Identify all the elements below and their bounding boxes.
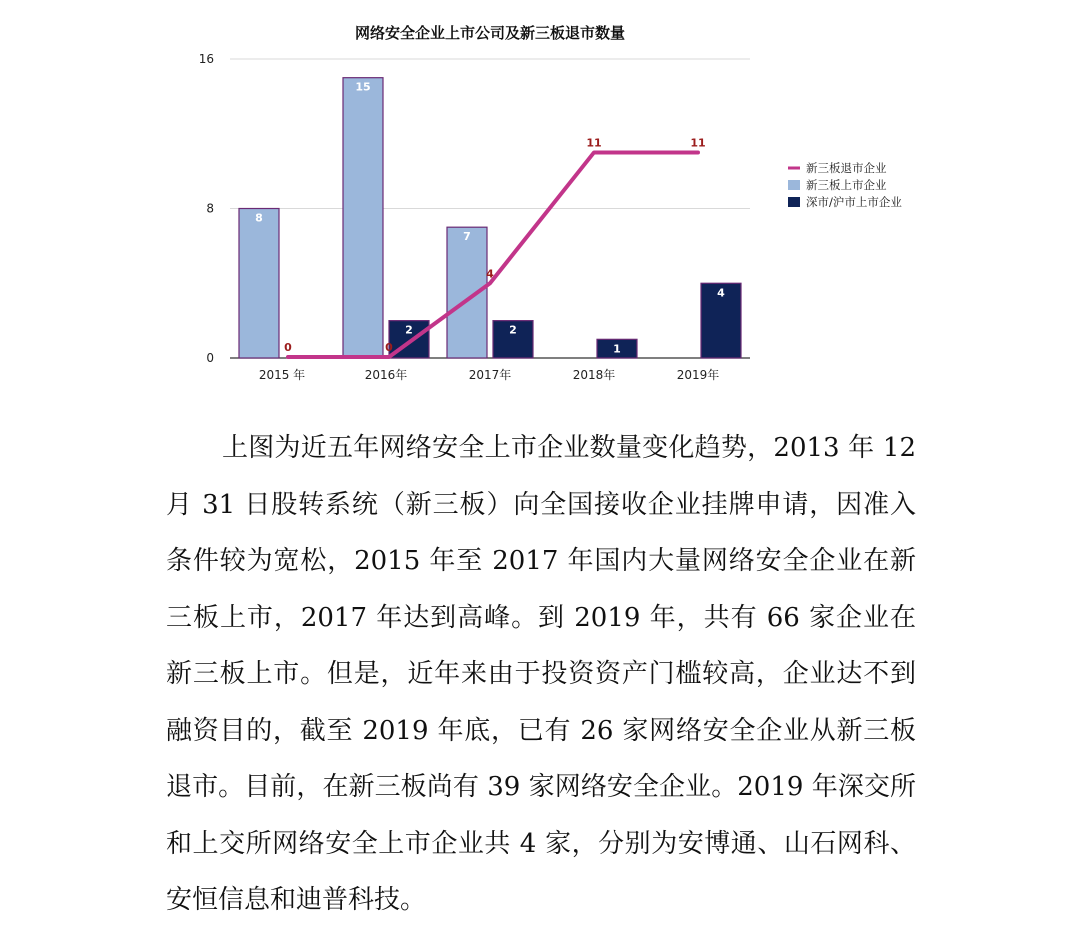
x-tick-label: 2017年 (468, 368, 512, 382)
bar-value-label: 8 (255, 211, 263, 225)
x-tick-label: 2016年 (364, 368, 408, 382)
bar-value-label: 1 (613, 342, 621, 356)
line-value-label: 11 (690, 136, 706, 150)
x-tick-label: 2018年 (572, 368, 616, 382)
legend-label: 新三板上市企业 (806, 178, 887, 192)
legend (788, 161, 902, 209)
line-value-label: 0 (284, 341, 292, 354)
y-axis-ticks (199, 52, 214, 365)
y-tick-label: 8 (206, 201, 214, 216)
line-value-label: 4 (486, 267, 494, 281)
bar (343, 78, 383, 358)
bar-value-label: 7 (463, 230, 471, 244)
y-tick-label: 0 (206, 351, 214, 365)
bar-value-label: 2 (509, 323, 517, 337)
chart (0, 0, 1080, 400)
line-value-label: 11 (586, 136, 602, 150)
bar-value-label: 15 (355, 80, 371, 94)
bar-labels (255, 81, 725, 356)
bar (239, 209, 279, 359)
bar-value-label: 2 (405, 323, 413, 337)
body-paragraph: 上图为近五年网络安全上市企业数量变化趋势，2013 年 12 月 31 日股转系统（新三板）向全国接收企业挂牌申请，因准入条件较为宽松，2015 年至 2017 年国内大量网络安全企业在新三板上市，2017 年达到高峰。到 2019 年，共有 66 家企业在新三板上市。但是，近年来由于投资资产门槛较高，企业达不到融资目的，截至 2019 年底，已有 26 家网络安全企业从新三板退市。目前，在新三板尚有 39 家网络安全企业。2019 年深交所和上交所网络安全上市企业共 4 家，分别为安博通、山石网科、安恒信息和迪普科技。 (166, 433, 916, 915)
bar (447, 227, 487, 358)
x-tick-label: 2015 年 (258, 368, 306, 382)
bars (239, 78, 741, 358)
line-value-label: 0 (385, 341, 393, 354)
x-axis-categories (259, 367, 719, 382)
legend-label: 新三板退市企业 (806, 161, 887, 175)
legend-swatch (788, 197, 800, 207)
chart-title: 网络安全企业上市公司及新三板退市数量 (354, 24, 626, 42)
y-tick-label: 16 (198, 52, 214, 66)
legend-label: 深市/沪市上市企业 (806, 195, 902, 209)
legend-swatch (788, 180, 800, 190)
gridlines (230, 59, 750, 358)
x-tick-label: 2019年 (676, 368, 720, 382)
bar-value-label: 4 (717, 286, 725, 300)
